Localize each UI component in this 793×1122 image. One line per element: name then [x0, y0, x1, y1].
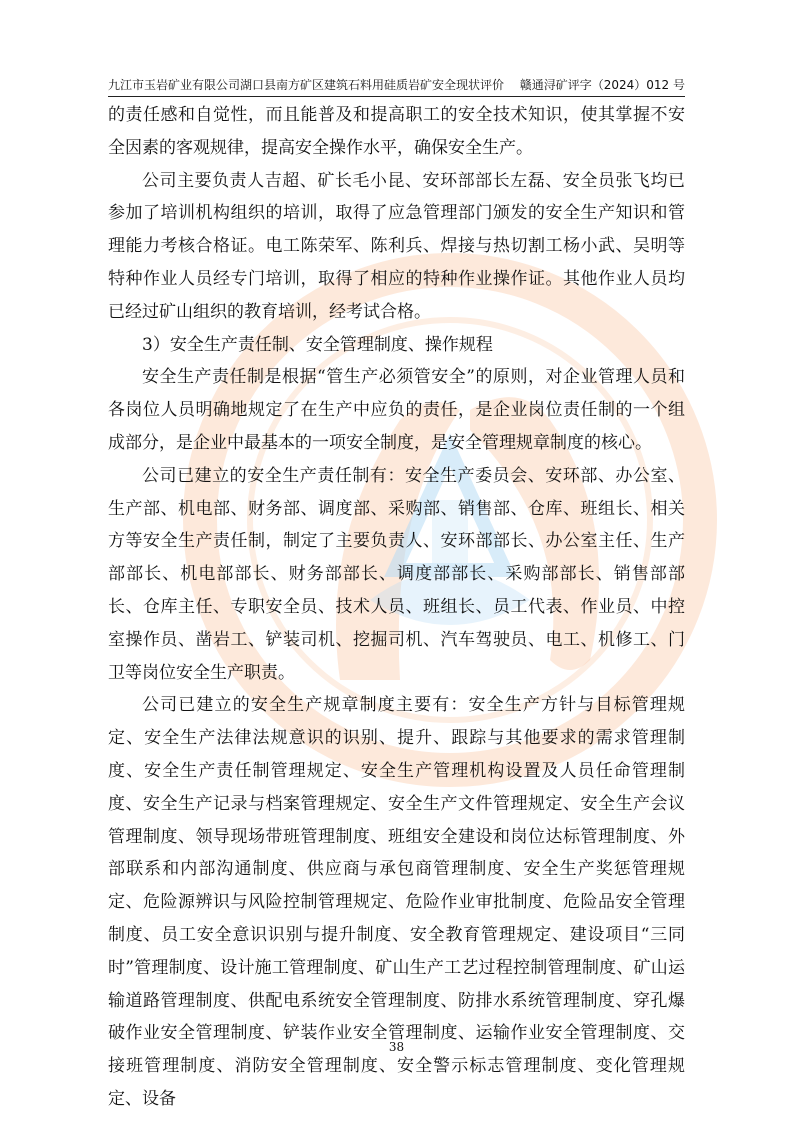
paragraph-training: 公司主要负责人吉超、矿长毛小昆、安环部部长左磊、安全员张飞均已参加了培训机构组织的培训，取得了应急管理部门颁发的安全生产知识和管理能力考核合格证。电工陈荣军、陈利兵、焊接与热切割工杨小武、吴明等特种作业人员经专门培训，取得了相应的特种作业操作证。其他作业人员均已经过矿山组织的教育培训，经考试合格。	[108, 170, 685, 322]
page-header	[108, 76, 685, 97]
page-number: 38	[388, 1040, 405, 1054]
document-body	[108, 99, 685, 1116]
paragraph-responsibility-list: 公司已建立的安全生产责任制有：安全生产委员会、安环部、办公室、生产部、机电部、财务部、调度部、采购部、销售部、仓库、班组长、相关方等安全生产责任制，制定了主要负责人、安环部部长、办公室主任、生产部部长、机电部部长、财务部部长、调度部部长、采购部部长、销售部部长、仓库主任、专职安全员、技术人员、班组长、员工代表、作业员、中控室操作员、凿岩工、铲装司机、挖掘司机、汽车驾驶员、电工、机修工、门卫等岗位安全生产职责。	[108, 465, 685, 683]
header-title: 九江市玉岩矿业有限公司湖口县南方矿区建筑石料用硅质岩矿安全现状评价	[108, 78, 505, 92]
paragraph-responsibility-definition: 安全生产责任制是根据“管生产必须管安全”的原则，对企业管理人员和各岗位人员明确地规定了在生产中应负的责任，是企业岗位责任制的一个组成部分，是企业中最基本的一项安全制度，是安全管理规章制度的核心。	[108, 367, 685, 453]
paragraph-regulations-list: 公司已建立的安全生产规章制度主要有：安全生产方针与目标管理规定、安全生产法律法规意识的识别、提升、跟踪与其他要求的需求管理制度、安全生产责任制管理规定、安全生产管理机构设置及人员任命管理制度、安全生产记录与档案管理规定、安全生产文件管理规定、安全生产会议管理制度、领导现场带班管理制度、班组安全建设和岗位达标管理制度、外部联系和内部沟通制度、供应商与承包商管理制度、安全生产奖惩管理规定、危险源辨识与风险控制管理规定、危险作业审批制度、危险品安全管理制度、员工安全意识识别与提升制度、安全教育管理规定、建设项目“三同时”管理制度、设计施工管理制度、矿山生产工艺过程控制管理制度、矿山运输道路管理制度、供配电系统安全管理制度、防排水系统管理制度、穿孔爆破作业安全管理制度、铲装作业安全管理制度、运输作业安全管理制度、交接班管理制度、消防安全管理制度、安全警示标志管理制度、变化管理规定、设备	[108, 695, 685, 1109]
header-doc-number: 赣通浔矿评字（2024）012 号	[519, 78, 685, 92]
section-heading: 3）安全生产责任制、安全管理制度、操作规程	[142, 334, 493, 355]
paragraph-continuation: 的责任感和自觉性，而且能普及和提高职工的安全技术知识，使其掌握不安全因素的客观规律，提高安全操作水平，确保安全生产。	[108, 105, 685, 158]
